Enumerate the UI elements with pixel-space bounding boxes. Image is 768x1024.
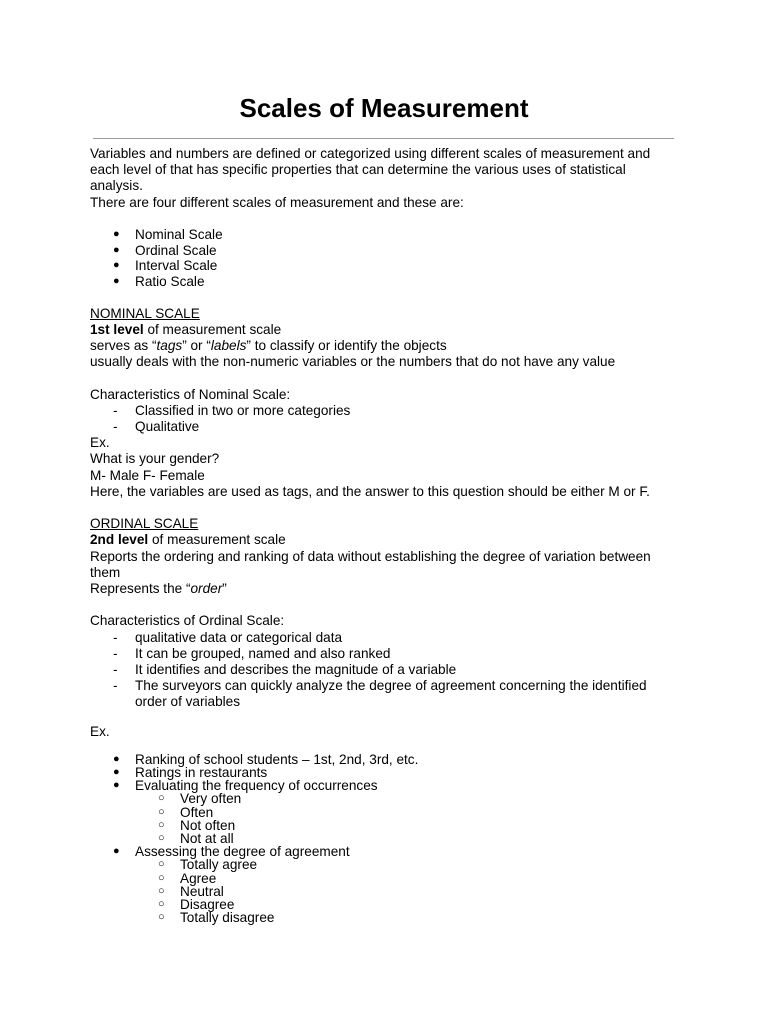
nominal-serves-text: ” or “ [182, 337, 211, 353]
list-item [90, 779, 680, 792]
nominal-answer: M- Male F- Female [90, 467, 205, 483]
document-body [90, 146, 680, 924]
page-title: Scales of Measurement [239, 93, 529, 123]
bullet-icon: ● [113, 228, 120, 240]
nominal-serves [90, 338, 680, 354]
nominal-explanation: Here, the variables are used as tags, and the answer to this question should be either M or F. [90, 483, 650, 499]
dash-marker: - [113, 661, 118, 677]
list-item-label: Nominal Scale [135, 227, 223, 242]
circle-bullet-icon: ○ [158, 805, 165, 818]
ordinal-level [90, 532, 680, 548]
nominal-level [90, 322, 680, 338]
sub-list-item [90, 911, 680, 924]
ordinal-level-rest: of measurement scale [148, 532, 286, 548]
sub-list-item [90, 885, 680, 898]
bullet-icon: ● [113, 779, 120, 792]
list-item-label: The surveyors can quickly analyze the degree of agreement concerning the identified order of variables [135, 678, 647, 710]
dash-marker: - [113, 418, 118, 434]
sub-list-item-label: Very often [180, 791, 242, 807]
order-emphasis: order [190, 580, 223, 596]
circle-bullet-icon: ○ [158, 884, 165, 897]
intro-line: There are four different scales of measurement and these are: [90, 194, 464, 210]
nominal-characteristics [90, 403, 680, 435]
ordinal-represents [90, 581, 680, 597]
sub-list-item-label: Disagree [180, 897, 235, 913]
list-item [90, 243, 680, 259]
sub-list-item [90, 792, 680, 805]
ordinal-level-bold: 2nd level [90, 532, 149, 548]
sub-list-item-label: Not at all [180, 831, 234, 847]
agreement-sublist [90, 858, 680, 924]
list-item [90, 646, 680, 662]
sub-list-item [90, 872, 680, 885]
nominal-usually: usually deals with the non-numeric variables or the numbers that do not have any value [90, 354, 616, 370]
frequency-sublist [90, 792, 680, 845]
sub-list-item-label: Often [180, 804, 214, 820]
list-item [90, 419, 680, 435]
bullet-icon: ● [113, 243, 120, 256]
list-item [90, 678, 680, 710]
ordinal-reports: Reports the ordering and ranking of data without establishing the degree of variation between them [90, 548, 651, 580]
list-item [90, 662, 680, 678]
ordinal-characteristics [90, 630, 680, 711]
ordinal-represents-text: ” [222, 580, 227, 596]
intro-paragraph: Variables and numbers are defined or categorized using different scales of measurement and each level of that has specific properties that can determine the various uses of statistical analysis. [90, 146, 651, 194]
list-item-label: Interval Scale [135, 258, 218, 274]
bullet-icon: ● [113, 274, 120, 287]
sub-list-item-label: Totally disagree [180, 910, 275, 926]
circle-bullet-icon: ○ [158, 911, 165, 924]
sub-list-item-label: Neutral [180, 883, 224, 899]
nominal-level-bold: 1st level [90, 321, 144, 337]
list-item [90, 227, 680, 243]
sub-list-item [90, 819, 680, 832]
ordinal-examples [90, 753, 680, 793]
list-item-label: Ratings in restaurants [135, 765, 268, 780]
circle-bullet-icon: ○ [158, 832, 165, 845]
dash-marker: - [113, 629, 118, 645]
circle-bullet-icon: ○ [158, 818, 165, 831]
nominal-question: What is your gender? [90, 451, 220, 467]
list-item [90, 403, 680, 419]
list-item-label: Ratio Scale [135, 273, 205, 289]
sub-list-item-label: Totally agree [180, 857, 258, 873]
bullet-icon: ● [113, 259, 120, 272]
ordinal-char-heading: Characteristics of Ordinal Scale: [90, 613, 285, 629]
scales-list [90, 227, 680, 289]
list-item-label: Evaluating the frequency of occurrences [135, 778, 378, 794]
dash-marker: - [113, 402, 118, 418]
dash-marker: - [113, 678, 118, 694]
list-item [90, 274, 680, 290]
tags-emphasis: tags [156, 337, 183, 353]
list-item-label: Qualitative [135, 418, 200, 434]
circle-bullet-icon: ○ [158, 858, 165, 871]
list-item [90, 630, 680, 646]
list-item-label: qualitative data or categorical data [135, 629, 343, 645]
bullet-icon: ● [113, 752, 120, 765]
ordinal-represents-text: Represents the “ [90, 580, 191, 596]
list-item-label: It can be grouped, named and also ranked [135, 645, 391, 661]
title-divider [93, 138, 674, 139]
sub-list-item-label: Not often [180, 817, 236, 833]
list-item-label: Ordinal Scale [135, 242, 217, 258]
ordinal-heading: ORDINAL SCALE [90, 516, 199, 532]
sub-list-item [90, 898, 680, 911]
nominal-heading: NOMINAL SCALE [90, 305, 200, 321]
circle-bullet-icon: ○ [158, 871, 165, 884]
sub-list-item [90, 806, 680, 819]
list-item-label: Ranking of school students – 1st, 2nd, 3rd, etc. [135, 751, 419, 767]
circle-bullet-icon: ○ [158, 898, 165, 911]
list-item [90, 845, 680, 858]
list-item-label: Assessing the degree of agreement [135, 844, 350, 860]
nominal-ex: Ex. [90, 435, 110, 451]
dash-marker: - [113, 645, 118, 661]
bullet-icon: ● [113, 766, 120, 778]
ordinal-examples-continued [90, 845, 680, 858]
circle-bullet-icon: ○ [158, 792, 165, 805]
labels-emphasis: labels [210, 337, 247, 353]
nominal-char-heading: Characteristics of Nominal Scale: [90, 386, 291, 402]
sub-list-item-label: Agree [180, 870, 217, 886]
ordinal-ex: Ex. [90, 723, 110, 739]
nominal-serves-text: ” to classify or identify the objects [246, 337, 447, 353]
sub-list-item [90, 858, 680, 871]
bullet-icon: ● [113, 845, 120, 858]
nominal-level-rest: of measurement scale [143, 321, 282, 337]
list-item-label: It identifies and describes the magnitude of a variable [135, 661, 457, 677]
list-item-label: Classified in two or more categories [135, 402, 351, 418]
nominal-serves-text: serves as “ [90, 337, 157, 353]
list-item [90, 258, 680, 274]
